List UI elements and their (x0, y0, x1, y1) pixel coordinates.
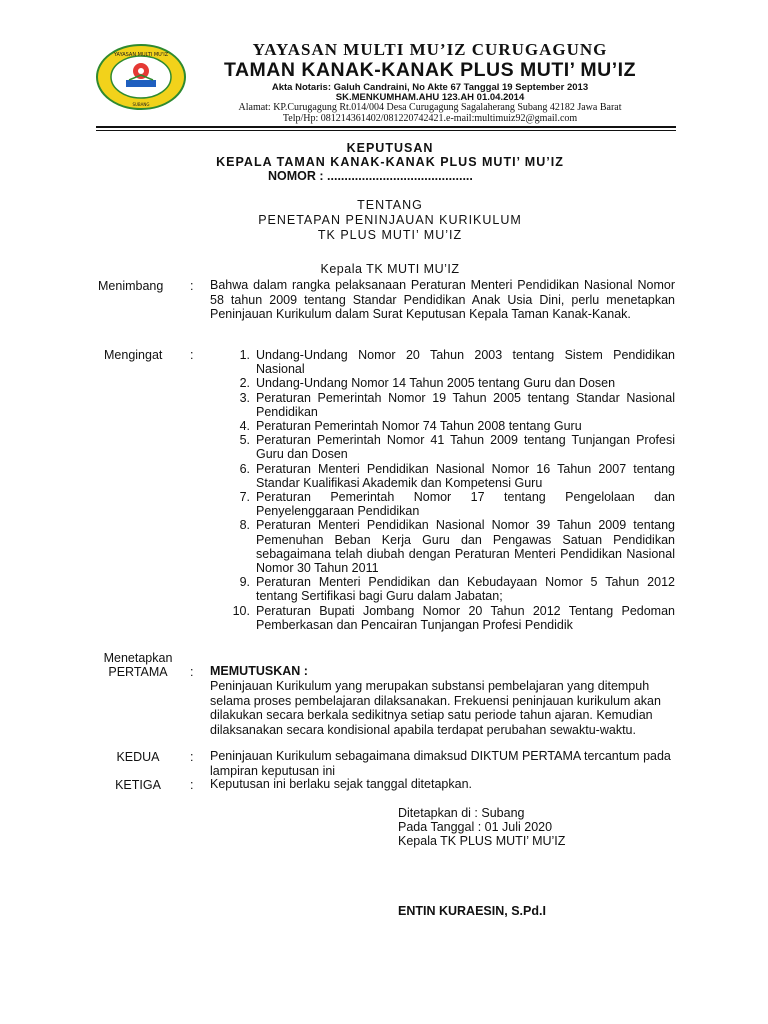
address: Alamat: KP.Curugagung Rt.014/004 Desa Curugagung Sagalaherang Subang 42182 Jawa Barat (238, 102, 622, 113)
item-text: Peraturan Menteri Pendidikan Nasional Nomor 16 Tahun 2007 tentang Standar Kualifikasi Akademik dan Kompetensi Guru (256, 461, 675, 490)
decree-number: NOMOR : .......................................... (268, 169, 473, 183)
item-number: 10. (232, 603, 250, 618)
school-name: TAMAN KANAK-KANAK PLUS MUTI’ MU’IZ (223, 59, 637, 81)
letterhead-rule-thick (96, 126, 676, 128)
item-text: Peraturan Menteri Pendidikan dan Kebudayaan Nomor 5 Tahun 2012 tentang Sertifikasi bagi Guru dalam Jabatan; (256, 575, 675, 604)
item-text: Peraturan Menteri Pendidikan Nasional Nomor 39 Tahun 2009 tentang Pemenuhan Beban Kerja Guru dan Pengawas Satuan Pendidikan sebagaimana telah diubah dengan Peraturan Menteri Pendidikan Nasional Nomor 30 Tahun 2011 (256, 518, 675, 576)
ketiga-label: KETIGA (115, 778, 161, 792)
item-text: Undang-Undang Nomor 20 Tahun 2003 tentang Sistem Pendidikan Nasional (256, 348, 675, 377)
ketiga-text: Keputusan ini berlaku sejak tanggal ditetapkan. (210, 777, 472, 791)
mengingat-colon: : (190, 348, 194, 362)
item-number: 4. (239, 419, 250, 434)
subject-line-1: PENETAPAN PENINJAUAN KURIKULUM (258, 213, 522, 227)
list-item (228, 348, 675, 376)
signatory-name: ENTIN KURAESIN, S.Pd.I (398, 904, 546, 918)
item-number: 2. (239, 376, 250, 391)
list-item (228, 433, 675, 461)
regulation-list (228, 348, 675, 632)
list-item (228, 604, 675, 632)
sk-info: SK.MENKUMHAM.AHU 123.AH 01.04.2014 (335, 92, 525, 103)
menimbang-text: Bahwa dalam rangka pelaksanaan Peraturan Menteri Pendidikan Nasional Nomor 58 tahun 2009 tentang Standar Pendidikan Anak Usia Dini, perlu menetapkan Peninjauan Kurikulum dalam Surat Keputusan Kepala Taman Kanak-Kanak. (210, 278, 675, 321)
contact-info: Telp/Hp: 081214361402/081220742421.e-mail:multimuiz92@gmail.com (282, 113, 578, 124)
subject-line-2: TK PLUS MUTI’ MU’IZ (317, 228, 463, 242)
item-number: 6. (239, 461, 250, 476)
decree-issuer: KEPALA TAMAN KANAK-KANAK PLUS MUTI’ MU’IZ (216, 155, 564, 169)
school-logo (96, 44, 186, 110)
item-number: 5. (239, 433, 250, 448)
menimbang-label: Menimbang (98, 279, 164, 293)
item-number: 9. (239, 575, 250, 590)
notary-info: Akta Notaris: Galuh Candraini, No Akte 67 Tanggal 19 September 2013 (271, 82, 589, 93)
item-number: 7. (239, 490, 250, 505)
logo-text-top: YAYASAN MULTI MU'IZ (113, 52, 169, 58)
item-text: Peraturan Pemerintah Nomor 41 Tahun 2009 tentang Tunjangan Profesi Guru dan Dosen (256, 433, 675, 462)
item-number: 8. (239, 518, 250, 533)
pertama-colon: : (190, 665, 194, 679)
menetapkan-label: Menetapkan (103, 651, 173, 665)
list-item (228, 419, 675, 433)
decision-heading: MEMUTUSKAN : (210, 664, 308, 678)
decree-title: KEPUTUSAN (346, 141, 434, 155)
list-item (228, 490, 675, 518)
mengingat-label: Mengingat (104, 348, 163, 362)
item-text: Peraturan Pemerintah Nomor 74 Tahun 2008 tentang Guru (256, 419, 582, 434)
item-text: Peraturan Bupati Jombang Nomor 20 Tahun 2012 Tentang Pedoman Pemberkasan dan Pencairan Tunjangan Profesi Pendidik (256, 603, 675, 632)
about-heading: TENTANG (357, 198, 423, 212)
authority-line: Kepala TK MUTI MU’IZ (320, 262, 460, 276)
list-item (228, 518, 675, 575)
kedua-label: KEDUA (116, 750, 160, 764)
pertama-label: PERTAMA (108, 665, 168, 679)
sign-place: Ditetapkan di : Subang (398, 806, 525, 820)
letterhead-rule-thin (96, 130, 676, 131)
item-number: 3. (239, 390, 250, 405)
ketiga-colon: : (190, 778, 194, 792)
logo-text-bottom: SUBANG (132, 102, 150, 107)
sign-position: Kepala TK PLUS MUTI’ MU’IZ (398, 834, 566, 848)
list-item (228, 391, 675, 419)
foundation-name: YAYASAN MULTI MU’IZ CURUGAGUNG (252, 40, 608, 59)
item-text: Peraturan Pemerintah Nomor 19 Tahun 2005 tentang Standar Nasional Pendidikan (256, 390, 675, 419)
sign-date: Pada Tanggal : 01 Juli 2020 (398, 820, 553, 834)
item-text: Undang-Undang Nomor 14 Tahun 2005 tentang Guru dan Dosen (256, 376, 616, 391)
menimbang-colon: : (190, 279, 194, 293)
item-number: 1. (239, 348, 250, 362)
item-text: Peraturan Pemerintah Nomor 17 tentang Pengelolaan dan Penyelenggaraan Pendidikan (256, 490, 675, 519)
list-item (228, 376, 675, 390)
list-item (228, 575, 675, 603)
list-item (228, 462, 675, 490)
kedua-colon: : (190, 750, 194, 764)
pertama-text: Peninjauan Kurikulum yang merupakan substansi pembelajaran yang ditempuh selama proses pembelajaran dilaksanakan. Frekuensi peninjauan kurikulum akan dilakukan secara berkala sedikitnya setiap satu periode tahun ajaran. Kemudian dilaksanakan secara kondisional apabila terdapat perubahan sewaktu-waktu. (210, 679, 661, 737)
kedua-text: Peninjauan Kurikulum sebagaimana dimaksud DIKTUM PERTAMA tercantum pada lampiran keputusan ini (210, 749, 671, 778)
